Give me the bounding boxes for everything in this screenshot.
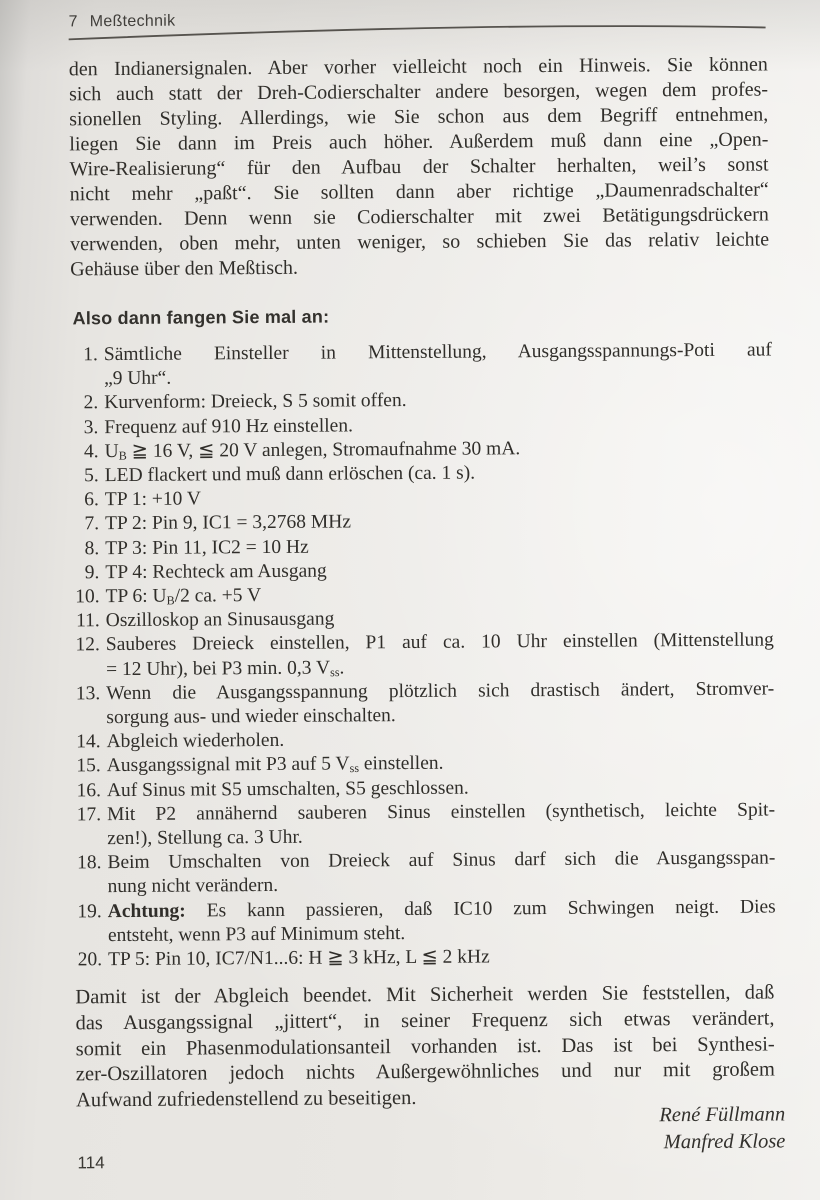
- text-line: zen!), Stellung ca. 3 Uhr.: [107, 826, 303, 850]
- text-line: sorgung aus- und wieder einschalten.: [106, 705, 396, 729]
- text-line: TP 4: Rechteck am Ausgang: [105, 560, 327, 583]
- text-line: TP 3: Pin 11, IC2 = 10 Hz: [105, 536, 309, 559]
- item-number: 6.: [84, 489, 99, 511]
- text-line: somit ein Phasenmodulationsanteil vorhanden ist. Das ist bei Synthesi-: [75, 1033, 775, 1060]
- item-text: [106, 677, 774, 730]
- signature-author-1: René Füllmann: [659, 1103, 786, 1127]
- item-number: 10.: [75, 586, 100, 608]
- text-line: Wire-Realisierung“ für den Aufbau der Schalter herhalten, weil’s sonst: [69, 153, 769, 181]
- text-line: sich auch statt der Dreh-Codierschalter andere besorgen, wegen dem profes-: [68, 78, 769, 106]
- signature-author-2: Manfred Klose: [663, 1130, 786, 1154]
- text-line: Oszilloskop an Sinusausgang: [105, 608, 335, 632]
- item-text: [108, 944, 776, 973]
- item-text: [108, 895, 776, 948]
- item-number: 9.: [84, 561, 100, 584]
- chapter-number: 7: [68, 13, 78, 31]
- list-item: [64, 629, 774, 682]
- text-line: zer-Oszillatoren jedoch nichts Außergewöhnliches und nur mit großem: [75, 1058, 775, 1086]
- item-number: 12.: [75, 634, 100, 656]
- section-heading: Also dann fangen Sie mal an:: [72, 306, 330, 329]
- text-line: = 12 Uhr), bei P3 min. 0,3 $V_{ss}$.: [105, 657, 345, 680]
- item-number: 3.: [83, 416, 99, 438]
- signatures: [659, 1101, 785, 1156]
- intro-paragraph: [69, 52, 770, 282]
- text-line: Aufwand zufriedenstellend zu beseitigen.: [75, 1087, 417, 1112]
- item-number: 7.: [84, 513, 100, 535]
- text-line: nung nicht verändern.: [107, 875, 279, 898]
- list-item: [66, 944, 776, 973]
- text-line: liegen Sie dann im Preis auch höher. Außerdem muß dann eine „Open-: [69, 128, 769, 156]
- text-line: entsteht, wenn P3 auf Minimum steht.: [107, 922, 406, 946]
- text-line: TP 6: $U_B/2$ ca. +5 V: [105, 585, 262, 608]
- text-line: nicht mehr „paßt“. Sie sollten dann aber richtige „Daumenradschalter“: [69, 178, 769, 206]
- item-number: 11.: [75, 610, 100, 632]
- item-text: [107, 798, 775, 851]
- text-line: „9 Uhr“.: [103, 367, 172, 390]
- text-line: Achtung: Es kann passieren, daß IC10 zum Schwingen neigt. Dies: [107, 896, 776, 922]
- item-number: 18.: [76, 852, 102, 874]
- item-number: 4.: [83, 440, 99, 463]
- text-line: Sauberes Dreieck einstellen, P1 auf ca. 10 Uhr einstellen (Mittenstellung: [105, 629, 774, 656]
- list-item: [65, 798, 775, 851]
- item-number: 20.: [77, 949, 103, 971]
- text-line: Frequenz auf 910 Hz einstellen.: [104, 415, 353, 438]
- item-number: 1.: [83, 344, 98, 366]
- list-item: [65, 847, 775, 900]
- item-text: [107, 847, 775, 900]
- item-number: 5.: [84, 465, 99, 487]
- text-line: LED flackert und muß dann erlöschen (ca. 1 s).: [104, 462, 476, 487]
- instruction-list: [62, 338, 776, 972]
- item-number: 17.: [76, 804, 102, 826]
- text-line: das Ausgangssignal „jittert“, in seiner Frequenz sich etwas verändert,: [75, 1007, 775, 1035]
- list-item: [64, 677, 774, 730]
- item-number: 15.: [76, 755, 101, 777]
- list-item: [62, 338, 772, 391]
- text-line: $U_B$ ≧ 16 V, ≦ 20 V anlegen, Stromaufnahme 30 mA.: [104, 438, 521, 463]
- text-line: Gehäuse über den Meßtisch.: [70, 256, 299, 281]
- item-number: 16.: [76, 779, 101, 801]
- item-number: 19.: [77, 900, 102, 922]
- list-item: [66, 895, 776, 948]
- text-line: Kurvenform: Dreieck, S 5 somit offen.: [104, 390, 407, 414]
- item-number: 14.: [76, 731, 101, 753]
- item-number: 2.: [83, 392, 99, 414]
- text-line: Abgleich wiederholen.: [106, 730, 285, 753]
- text-line: Damit ist der Abgleich beendet. Mit Sicherheit werden Sie feststellen, daß: [75, 981, 775, 1009]
- text-line: Beim Umschalten von Dreieck auf Sinus darf sich die Ausgangsspan-: [107, 847, 776, 874]
- item-number: 13.: [75, 683, 101, 705]
- text-line: Auf Sinus mit S5 umschalten, S5 geschlossen.: [106, 777, 469, 801]
- text-line: den Indianersignalen. Aber vorher vielleicht noch ein Hinweis. Sie können: [68, 53, 768, 81]
- page-number: 114: [77, 1153, 105, 1173]
- item-text: [106, 629, 774, 682]
- text-line: verwenden. Denn wenn sie Codierschalter mit zwei Betätigungsdrückern: [69, 203, 769, 231]
- chapter-title: Meßtechnik: [89, 12, 176, 31]
- text-line: TP 1: +10 V: [104, 488, 202, 511]
- item-text: [104, 338, 772, 391]
- item-number: 8.: [84, 537, 100, 559]
- text-line: Mit P2 annähernd sauberen Sinus einstellen (synthetisch, leichte Spit-: [106, 799, 776, 825]
- text-line: Sämtliche Einsteller in Mittenstellung, Ausgangsspannungs-Poti auf: [103, 339, 772, 366]
- text-line: Ausgangssignal mit P3 auf 5 $V_{ss}$ einstellen.: [106, 753, 444, 777]
- text-line: sionellen Styling. Allerdings, wie Sie schon aus dem Begriff entnehmen,: [69, 103, 769, 131]
- text-line: TP 2: Pin 9, IC1 = 3,2768 MHz: [104, 511, 352, 535]
- text-line: TP 5: Pin 10, IC7/N1...6: H ≧ 3 kHz, L ≦ 2 kHz: [108, 946, 490, 971]
- text-line: verwenden, oben mehr, unten weniger, so schieben Sie das relativ leichte: [70, 228, 770, 256]
- text-line: Wenn die Ausgangsspannung plötzlich sich drastisch ändert, Stromver-: [106, 678, 775, 704]
- closing-paragraph: [75, 980, 775, 1114]
